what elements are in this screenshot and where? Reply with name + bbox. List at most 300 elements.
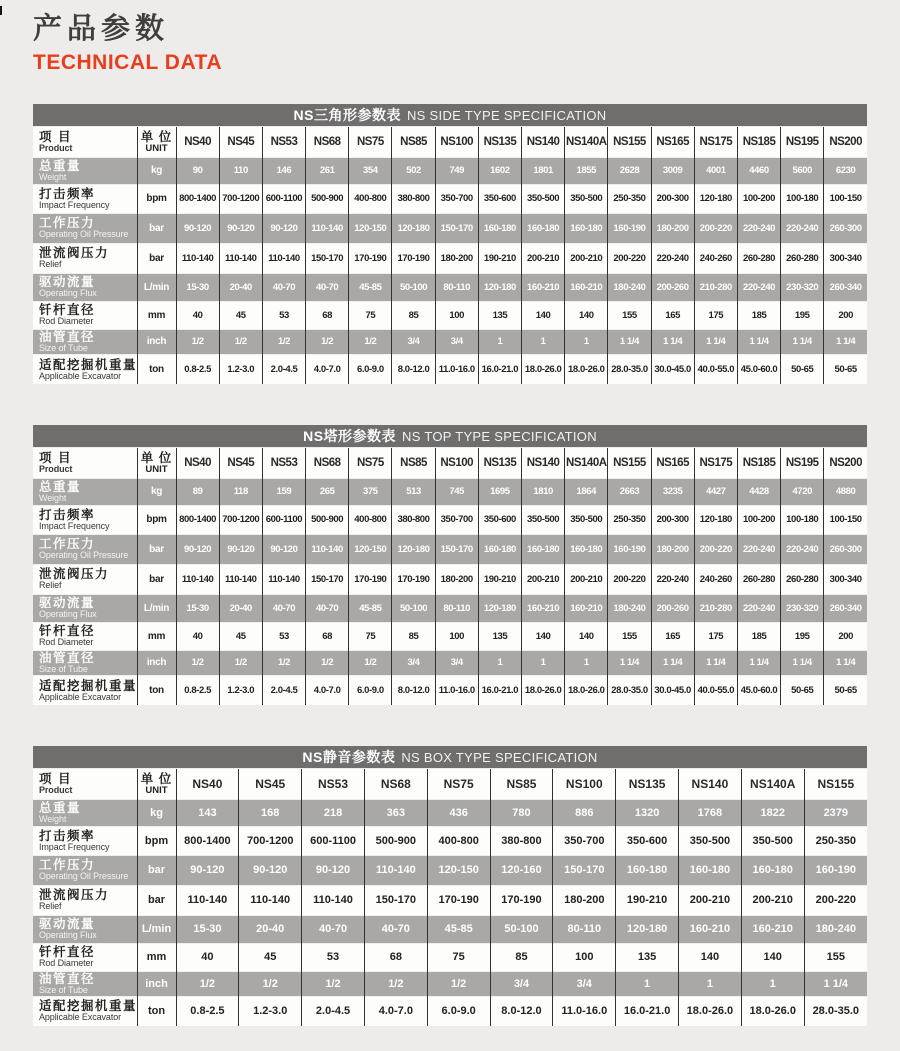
column-header: NS53 [262, 127, 305, 157]
row-label-en: Impact Frequency [39, 199, 110, 210]
row-unit: bar [137, 855, 176, 885]
header-product-en: Product [39, 785, 73, 796]
cell-value: 350-500 [522, 505, 565, 534]
row-label [33, 915, 137, 943]
row-label [33, 943, 137, 971]
cell-value: 85 [392, 622, 435, 650]
spec-grid [33, 769, 867, 1026]
cell-value: 500-900 [364, 826, 427, 855]
cell-value: 350-700 [435, 184, 478, 213]
column-header: NS100 [435, 448, 478, 478]
table-title-cn: NS静音参数表 [302, 749, 396, 766]
cell-value: 120-160 [490, 855, 553, 885]
cell-value: 28.0-35.0 [804, 996, 867, 1026]
table-title-en: NS BOX TYPE SPECIFICATION [401, 750, 598, 766]
table-title-en: NS SIDE TYPE SPECIFICATION [406, 108, 607, 124]
table-row [33, 826, 867, 855]
column-header: NS75 [427, 769, 490, 799]
cell-value: 1 [478, 329, 521, 354]
cell-value: 3235 [651, 478, 694, 505]
cell-value: 1/2 [262, 329, 305, 354]
cell-value: 110-140 [302, 885, 365, 915]
cell-value: 260-280 [737, 564, 780, 594]
cell-value: 18.0-26.0 [565, 354, 608, 384]
row-label [33, 675, 137, 705]
cell-value: 120-180 [694, 184, 737, 213]
cell-value: 11.0-16.0 [435, 354, 478, 384]
cell-value: 110-140 [262, 564, 305, 594]
header-unit [137, 448, 176, 478]
cell-value: 354 [349, 157, 392, 184]
cell-value: 800-1400 [176, 184, 219, 213]
cell-value: 200-220 [694, 213, 737, 243]
cell-value: 180-200 [553, 885, 616, 915]
cell-value: 50-65 [781, 354, 824, 384]
cell-value: 180-240 [608, 273, 651, 301]
row-unit: L/min [137, 273, 176, 301]
cell-value: 0.8-2.5 [176, 354, 219, 384]
column-header: NS175 [694, 127, 737, 157]
cell-value: 170-190 [392, 243, 435, 273]
row-label-cn: 驱动流量 [39, 917, 96, 932]
cell-value: 160-180 [522, 213, 565, 243]
cell-value: 110-140 [239, 885, 302, 915]
cell-value: 240-260 [694, 564, 737, 594]
cell-value: 1320 [616, 799, 679, 826]
cell-value: 1695 [478, 478, 521, 505]
cell-value: 18.0-26.0 [522, 675, 565, 705]
column-header: NS68 [306, 127, 349, 157]
column-header: NS165 [651, 127, 694, 157]
cell-value: 120-180 [392, 213, 435, 243]
cell-value: 1 [679, 971, 742, 996]
row-label-cn: 总重量 [39, 158, 82, 173]
cell-value: 53 [302, 943, 365, 971]
cell-value: 110 [219, 157, 262, 184]
spec-grid [33, 448, 867, 705]
cell-value: 190-210 [478, 243, 521, 273]
table-row [33, 329, 867, 354]
column-header: NS75 [349, 127, 392, 157]
cell-value: 230-320 [781, 273, 824, 301]
cell-value: 110-140 [219, 243, 262, 273]
cell-value: 350-700 [435, 505, 478, 534]
cell-value: 218 [302, 799, 365, 826]
spec-table [33, 104, 867, 384]
cell-value: 110-140 [219, 564, 262, 594]
cell-value: 4427 [694, 478, 737, 505]
row-label-cn: 油管直径 [39, 971, 96, 986]
cell-value: 120-180 [478, 594, 521, 622]
cell-value: 1/2 [262, 650, 305, 675]
cell-value: 1/2 [306, 329, 349, 354]
cell-value: 600-1100 [302, 826, 365, 855]
cell-value: 1768 [679, 799, 742, 826]
table-title-en: NS TOP TYPE SPECIFICATION [402, 429, 597, 445]
cell-value: 180-240 [608, 594, 651, 622]
cell-value: 90-120 [262, 213, 305, 243]
row-label-en: Impact Frequency [39, 841, 110, 852]
cell-value: 180-200 [651, 534, 694, 564]
cell-value: 120-180 [478, 273, 521, 301]
cell-value: 90 [176, 157, 219, 184]
row-label [33, 157, 137, 184]
cell-value: 350-600 [616, 826, 679, 855]
header-unit [137, 127, 176, 157]
column-header: NS75 [349, 448, 392, 478]
row-label-cn: 工作压力 [39, 537, 96, 552]
table-row [33, 915, 867, 943]
cell-value: 140 [741, 943, 804, 971]
cell-value: 3/4 [553, 971, 616, 996]
cell-value: 89 [176, 478, 219, 505]
cell-value: 140 [522, 301, 565, 329]
cell-value: 1 1/4 [651, 650, 694, 675]
header-unit-cn: 单 位 [140, 129, 173, 144]
cell-value: 165 [651, 622, 694, 650]
table-row [33, 157, 867, 184]
cell-value: 90-120 [176, 534, 219, 564]
row-label-en: Operating Oil Pressure [39, 871, 129, 882]
row-label-en: Rod Diameter [39, 637, 94, 648]
row-label-en: Rod Diameter [39, 958, 94, 969]
cell-value: 1810 [522, 478, 565, 505]
row-label-cn: 驱动流量 [39, 596, 96, 611]
cell-value: 143 [176, 799, 239, 826]
row-label [33, 594, 137, 622]
cell-value: 50-100 [392, 594, 435, 622]
cell-value: 90-120 [176, 855, 239, 885]
cell-value: 350-700 [553, 826, 616, 855]
cell-value: 220-240 [781, 534, 824, 564]
cell-value: 170-190 [349, 243, 392, 273]
spec-grid [33, 127, 867, 384]
cell-value: 45 [239, 943, 302, 971]
cell-value: 159 [262, 478, 305, 505]
column-header: NS140 [679, 769, 742, 799]
table-row [33, 971, 867, 996]
cell-value: 6.0-9.0 [349, 354, 392, 384]
cell-value: 210-280 [694, 594, 737, 622]
cell-value: 160-210 [565, 273, 608, 301]
cell-value: 200-260 [651, 594, 694, 622]
cell-value: 80-110 [435, 594, 478, 622]
cell-value: 160-180 [478, 213, 521, 243]
cell-value: 600-1100 [262, 505, 305, 534]
row-label-cn: 适配挖掘机重量 [39, 678, 137, 693]
cell-value: 220-240 [737, 594, 780, 622]
cell-value: 220-240 [737, 273, 780, 301]
cell-value: 16.0-21.0 [478, 675, 521, 705]
cell-value: 160-180 [565, 534, 608, 564]
row-label [33, 505, 137, 534]
cell-value: 40-70 [364, 915, 427, 943]
row-label-en: Applicable Excavator [39, 691, 122, 702]
header-product-cn: 项 目 [39, 451, 72, 466]
cell-value: 160-180 [616, 855, 679, 885]
cell-value: 400-800 [349, 505, 392, 534]
row-label-cn: 泄流阀压力 [39, 567, 110, 582]
cell-value: 1 [522, 329, 565, 354]
cell-value: 40-70 [306, 594, 349, 622]
page-subtitle: TECHNICAL DATA [33, 51, 222, 75]
cell-value: 190-210 [616, 885, 679, 915]
cell-value: 185 [737, 622, 780, 650]
cell-value: 180-200 [435, 564, 478, 594]
cell-value: 100-200 [737, 505, 780, 534]
cell-value: 40-70 [262, 273, 305, 301]
row-label [33, 885, 137, 915]
column-header: NS40 [176, 127, 219, 157]
cell-value: 155 [608, 622, 651, 650]
cell-value: 260-340 [824, 273, 867, 301]
cell-value: 170-190 [490, 885, 553, 915]
cell-value: 195 [781, 622, 824, 650]
cell-value: 80-110 [435, 273, 478, 301]
row-label-en: Operating Flux [39, 288, 97, 299]
cell-value: 160-190 [804, 855, 867, 885]
cell-value: 250-350 [608, 184, 651, 213]
cell-value: 50-100 [490, 915, 553, 943]
cell-value: 500-900 [306, 184, 349, 213]
cell-value: 1 1/4 [651, 329, 694, 354]
row-label [33, 534, 137, 564]
table-row [33, 650, 867, 675]
cell-value: 150-170 [364, 885, 427, 915]
cell-value: 1.2-3.0 [219, 354, 262, 384]
cell-value: 120-180 [616, 915, 679, 943]
table-row [33, 622, 867, 650]
cell-value: 160-180 [679, 855, 742, 885]
column-header: NS85 [490, 769, 553, 799]
row-label-cn: 打击频率 [39, 186, 96, 201]
cell-value: 140 [565, 622, 608, 650]
cell-value: 745 [435, 478, 478, 505]
cell-value: 700-1200 [219, 184, 262, 213]
cell-value: 3/4 [435, 329, 478, 354]
cell-value: 1.2-3.0 [219, 675, 262, 705]
cell-value: 4.0-7.0 [306, 675, 349, 705]
cell-value: 2.0-4.5 [262, 675, 305, 705]
cell-value: 50-100 [392, 273, 435, 301]
row-unit: kg [137, 157, 176, 184]
cell-value: 100-150 [824, 505, 867, 534]
cell-value: 90-120 [262, 534, 305, 564]
cell-value: 436 [427, 799, 490, 826]
row-label-en: Operating Oil Pressure [39, 550, 129, 561]
cell-value: 0.8-2.5 [176, 675, 219, 705]
page-header [0, 0, 900, 74]
row-unit: ton [137, 675, 176, 705]
cell-value: 11.0-16.0 [553, 996, 616, 1026]
cell-value: 1 1/4 [824, 650, 867, 675]
table-row [33, 505, 867, 534]
cell-value: 1822 [741, 799, 804, 826]
cell-value: 1 1/4 [781, 650, 824, 675]
cell-value: 160-180 [522, 534, 565, 564]
table-row [33, 799, 867, 826]
cell-value: 1602 [478, 157, 521, 184]
cell-value: 2.0-4.5 [262, 354, 305, 384]
row-label-en: Weight [39, 492, 67, 503]
cell-value: 200-260 [651, 273, 694, 301]
cell-value: 2628 [608, 157, 651, 184]
table-header-row [33, 448, 867, 478]
column-header: NS40 [176, 769, 239, 799]
row-label-cn: 油管直径 [39, 650, 96, 665]
cell-value: 140 [565, 301, 608, 329]
page-title: 产品参数 [33, 13, 170, 45]
cell-value: 240-260 [694, 243, 737, 273]
column-header: NS155 [608, 127, 651, 157]
cell-value: 190-210 [478, 564, 521, 594]
cell-value: 380-800 [392, 505, 435, 534]
cell-value: 168 [239, 799, 302, 826]
column-header: NS68 [364, 769, 427, 799]
row-unit: mm [137, 301, 176, 329]
column-header: NS175 [694, 448, 737, 478]
cell-value: 1 1/4 [824, 329, 867, 354]
column-header: NS200 [824, 127, 867, 157]
cell-value: 40.0-55.0 [694, 354, 737, 384]
row-label-en: Weight [39, 813, 67, 824]
cell-value: 150-170 [435, 534, 478, 564]
cell-value: 40.0-55.0 [694, 675, 737, 705]
cell-value: 220-240 [737, 213, 780, 243]
row-label-en: Relief [39, 580, 62, 591]
row-label-cn: 泄流阀压力 [39, 888, 110, 903]
cell-value: 150-170 [306, 243, 349, 273]
column-header: NS53 [262, 448, 305, 478]
cell-value: 110-140 [306, 213, 349, 243]
cell-value: 155 [608, 301, 651, 329]
row-label-cn: 总重量 [39, 800, 82, 815]
cell-value: 260-300 [824, 534, 867, 564]
cell-value: 175 [694, 622, 737, 650]
cell-value: 50-65 [824, 675, 867, 705]
cell-value: 1 1/4 [694, 329, 737, 354]
cell-value: 100 [435, 301, 478, 329]
cell-value: 50-65 [781, 675, 824, 705]
row-label-cn: 油管直径 [39, 329, 96, 344]
cell-value: 45.0-60.0 [737, 675, 780, 705]
column-header: NS85 [392, 127, 435, 157]
cell-value: 1855 [565, 157, 608, 184]
cell-value: 260-300 [824, 213, 867, 243]
row-label-en: Size of Tube [39, 342, 88, 353]
row-label-cn: 打击频率 [39, 828, 96, 843]
cell-value: 75 [349, 622, 392, 650]
cell-value: 45-85 [349, 273, 392, 301]
cell-value: 90-120 [302, 855, 365, 885]
cell-value: 45 [219, 622, 262, 650]
header-unit-en: UNIT [145, 142, 168, 154]
row-unit: inch [137, 650, 176, 675]
row-unit: inch [137, 329, 176, 354]
column-header: NS53 [302, 769, 365, 799]
cell-value: 165 [651, 301, 694, 329]
cell-value: 20-40 [219, 594, 262, 622]
cell-value: 120-150 [427, 855, 490, 885]
row-label-cn: 总重量 [39, 479, 82, 494]
cell-value: 1 [741, 971, 804, 996]
table-row [33, 184, 867, 213]
header-product-en: Product [39, 143, 73, 154]
cell-value: 110-140 [176, 243, 219, 273]
cell-value: 260-340 [824, 594, 867, 622]
cell-value: 1 [565, 650, 608, 675]
cell-value: 185 [737, 301, 780, 329]
cell-value: 1801 [522, 157, 565, 184]
cell-value: 90-120 [239, 855, 302, 885]
cell-value: 146 [262, 157, 305, 184]
table-row [33, 478, 867, 505]
cell-value: 261 [306, 157, 349, 184]
header-unit [137, 769, 176, 799]
cell-value: 53 [262, 622, 305, 650]
cell-value: 380-800 [392, 184, 435, 213]
cell-value: 1/2 [219, 329, 262, 354]
column-header: NS40 [176, 448, 219, 478]
row-label [33, 650, 137, 675]
table-title-bar [33, 104, 867, 126]
cell-value: 195 [781, 301, 824, 329]
cell-value: 1 1/4 [737, 650, 780, 675]
cell-value: 30.0-45.0 [651, 354, 694, 384]
cell-value: 6230 [824, 157, 867, 184]
cell-value: 200-300 [651, 505, 694, 534]
cell-value: 513 [392, 478, 435, 505]
cell-value: 140 [679, 943, 742, 971]
row-unit: bar [137, 564, 176, 594]
header-product-cn: 项 目 [39, 130, 72, 145]
cell-value: 3009 [651, 157, 694, 184]
row-label-en: Operating Flux [39, 609, 97, 620]
row-label [33, 273, 137, 301]
column-header: NS45 [219, 127, 262, 157]
spec-table [33, 746, 867, 1026]
cell-value: 150-170 [553, 855, 616, 885]
cell-value: 350-600 [478, 184, 521, 213]
cell-value: 20-40 [219, 273, 262, 301]
cell-value: 363 [364, 799, 427, 826]
cell-value: 170-190 [392, 564, 435, 594]
row-label [33, 213, 137, 243]
cell-value: 68 [306, 301, 349, 329]
cell-value: 350-500 [522, 184, 565, 213]
cell-value: 220-240 [737, 534, 780, 564]
table-title-cn: NS三角形参数表 [293, 107, 401, 124]
cell-value: 1/2 [176, 329, 219, 354]
column-header: NS140A [741, 769, 804, 799]
table-header-row [33, 127, 867, 157]
cell-value: 1 [522, 650, 565, 675]
cell-value: 18.0-26.0 [741, 996, 804, 1026]
header-product [33, 448, 137, 478]
cell-value: 200-210 [565, 243, 608, 273]
cell-value: 90-120 [219, 534, 262, 564]
row-unit: bar [137, 534, 176, 564]
cell-value: 50-65 [824, 354, 867, 384]
table-row [33, 943, 867, 971]
row-label [33, 301, 137, 329]
row-label [33, 799, 137, 826]
cell-value: 260-280 [737, 243, 780, 273]
row-label [33, 564, 137, 594]
row-label-cn: 泄流阀压力 [39, 246, 110, 261]
row-label-en: Applicable Excavator [39, 1012, 122, 1023]
cell-value: 1 [565, 329, 608, 354]
